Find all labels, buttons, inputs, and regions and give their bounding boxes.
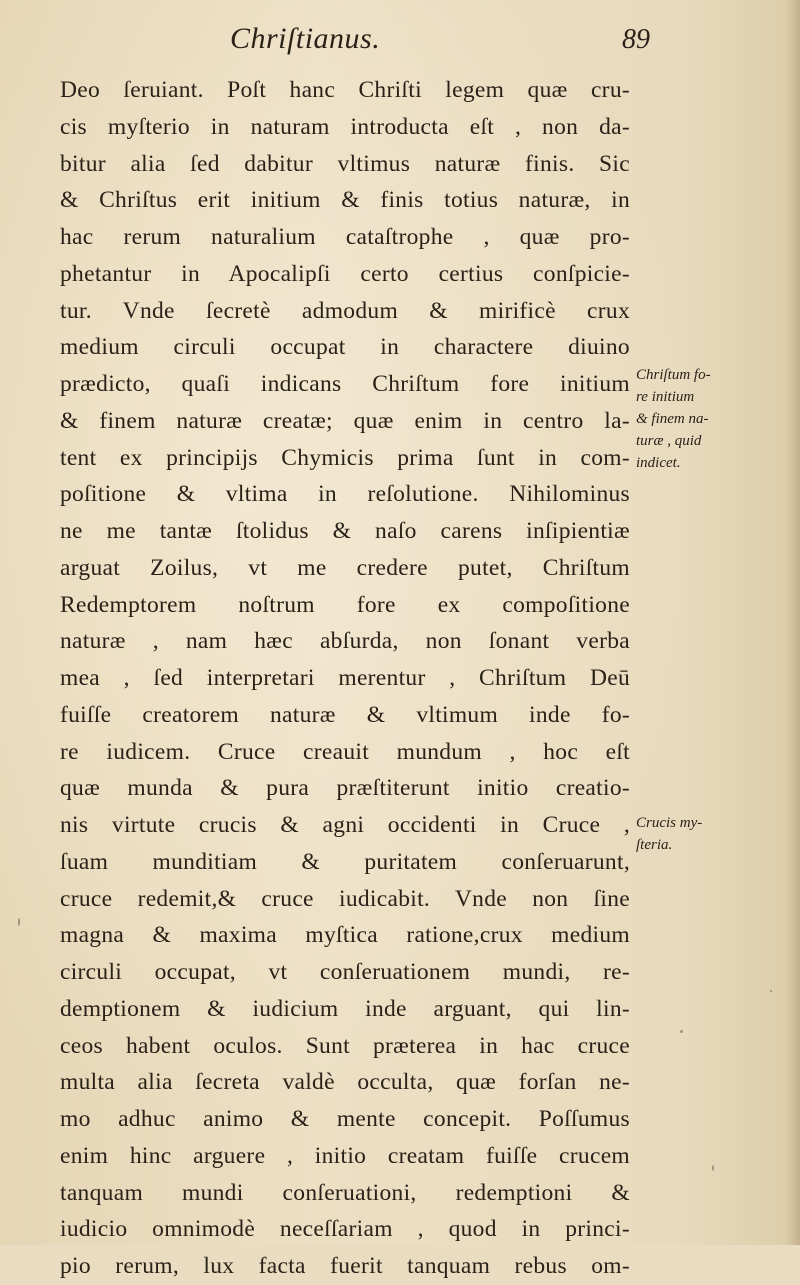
main-text-block — [60, 72, 630, 1285]
marginal-note-line: Crucis my- — [636, 815, 703, 831]
text-line: cruce redemit,& cruce iudicabit. Vnde non ſine — [60, 885, 630, 912]
text-line: cis myſterio in naturam introducta eſt , non da- — [60, 113, 630, 140]
text-line: Redemptorem noſtrum fore ex compoſitione — [60, 591, 630, 618]
paper-speck — [680, 1030, 683, 1033]
marginal-note-cross — [636, 812, 796, 856]
text-line: tent ex principijs Chymicis prima ſunt in com- — [60, 444, 630, 471]
text-line: naturæ , nam hæc abſurda, non ſonant verba — [60, 628, 630, 655]
running-head-title: Chriſtianus. — [230, 22, 381, 55]
text-line: nis virtute crucis & agni occidenti in Cruce , — [60, 812, 630, 838]
text-line: magna & maxima myſtica ratione,crux medium — [60, 922, 630, 949]
text-line: enim hinc arguere , initio creatam fuiſſe crucem — [60, 1142, 630, 1169]
running-head — [60, 22, 650, 62]
text-line: fuiſſe creatorem naturæ & vltimum inde fo- — [60, 701, 630, 728]
text-line: phetantur in Apocalipſi certo certius conſpicie- — [60, 260, 630, 287]
text-line: tur. Vnde ſecretè admodum & mirificè crux — [60, 297, 630, 324]
text-line: medium circuli occupat in charactere diuino — [60, 334, 630, 361]
marginal-note-line: indicet. — [636, 455, 681, 471]
paper-speck — [770, 990, 772, 992]
text-line: pio rerum, lux facta fuerit tanquam rebus om- — [60, 1253, 630, 1279]
marginal-note-line: Chriſtum fo- — [636, 367, 711, 383]
text-line: iudicio omnimodè neceſſariam , quod in princi- — [60, 1216, 630, 1243]
text-line: & Chriſtus erit initium & finis totius naturæ, in — [60, 187, 630, 214]
text-line: & finem naturæ creatæ; quæ enim in centro la- — [60, 407, 630, 434]
marginal-note-line: re initium — [636, 389, 695, 405]
text-line: circuli occupat, vt conſeruationem mundi, re- — [60, 959, 630, 985]
marginal-note-line: ſteria. — [636, 837, 673, 853]
paper-speck — [18, 918, 20, 926]
text-line: ceos habent oculos. Sunt præterea in hac cruce — [60, 1032, 630, 1059]
text-line: mea , ſed interpretari merentur , Chriſtum Deū — [60, 665, 630, 691]
text-line: multa alia ſecreta valdè occulta, quæ forſan ne- — [60, 1069, 630, 1096]
page-number: 89 — [622, 24, 650, 55]
text-line: ſuam munditiam & puritatem conſeruarunt, — [60, 848, 630, 875]
text-line: quæ munda & pura præſtiterunt initio creatio- — [60, 775, 630, 802]
text-line: tanquam mundi conſeruationi, redemptioni & — [60, 1179, 630, 1206]
text-line: re iudicem. Cruce creauit mundum , hoc eſt — [60, 738, 630, 765]
page-edge-shadow — [786, 0, 800, 1245]
text-line: prædicto, quaſi indicans Chriſtum fore initium — [60, 371, 630, 397]
text-line: demptionem & iudicium inde arguant, qui lin- — [60, 995, 630, 1022]
text-line: Deo ſeruiant. Poſt hanc Chriſti legem quæ cru- — [60, 77, 630, 103]
marginal-note-line: & finem na- — [636, 411, 709, 427]
text-line: poſitione & vltima in reſolutione. Nihilominus — [60, 481, 630, 508]
marginal-note-christ — [636, 364, 796, 474]
text-line: ne me tantæ ſtolidus & naſo carens inſipientiæ — [60, 518, 630, 544]
text-line: hac rerum naturalium cataſtrophe , quæ pro- — [60, 224, 630, 250]
marginal-note-line: turæ , quid — [636, 433, 702, 449]
paper-speck — [712, 1165, 714, 1171]
text-line: arguat Zoilus, vt me credere putet, Chriſtum — [60, 554, 630, 581]
text-line: bitur alia ſed dabitur vltimus naturæ finis. Sic — [60, 150, 630, 177]
text-line: mo adhuc animo & mente concepit. Poſſumus — [60, 1106, 630, 1132]
